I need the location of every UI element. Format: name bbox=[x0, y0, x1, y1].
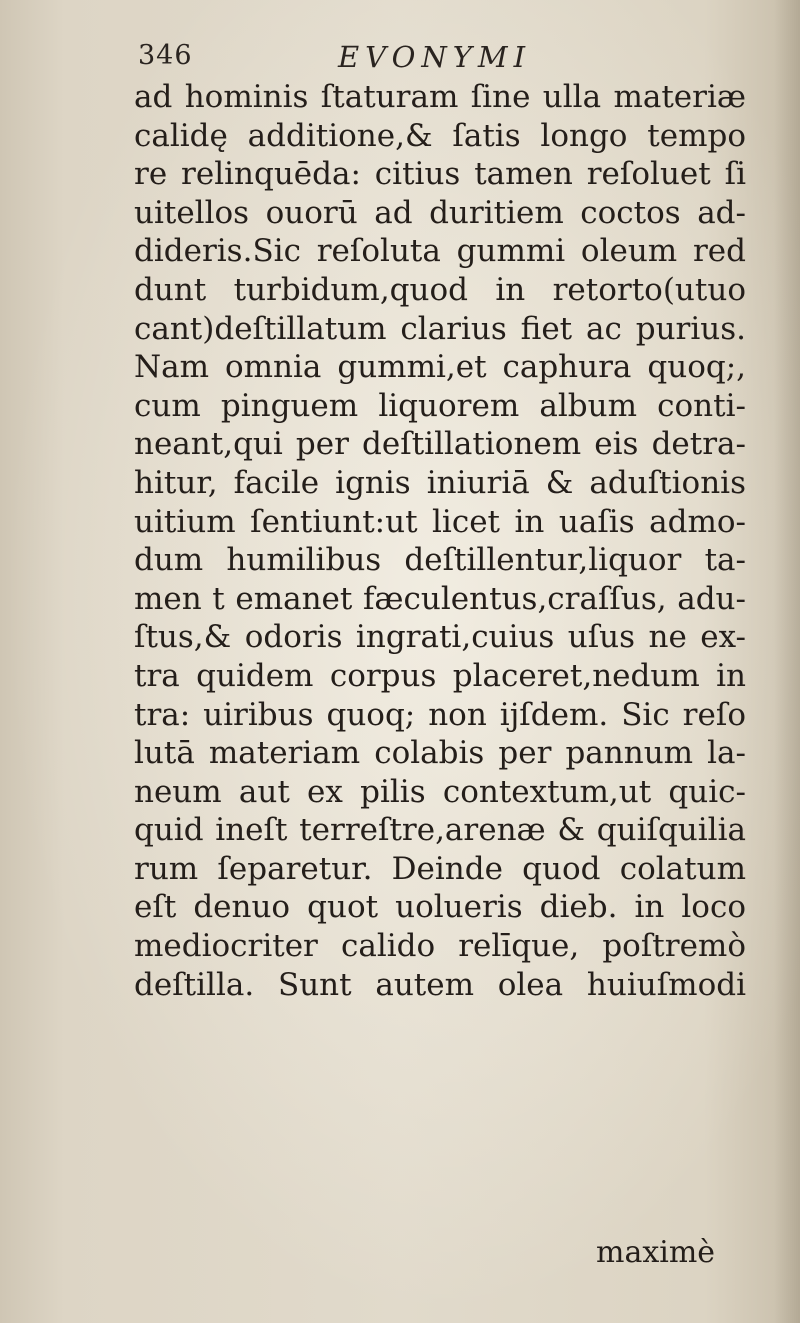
text-line: re relinquēda: citius tamen reſoluet ſi bbox=[134, 156, 746, 193]
text-line: ad hominis ſtaturam ſine ulla materiæ bbox=[134, 79, 746, 115]
text-line: quid ineſt terreſtre,arenæ & quiſquilia bbox=[134, 812, 746, 849]
text-line: eſt denuo quot uolueris dieb. in loco bbox=[134, 889, 746, 926]
text-line: uitium ſentiunt:ut licet in uaſis admo- bbox=[134, 503, 746, 540]
text-line: mediocriter calido relīque, poſtremò bbox=[134, 928, 746, 965]
text-line: tra quidem corpus placeret,nedum in bbox=[134, 657, 746, 694]
page-number: 346 bbox=[138, 40, 193, 71]
text-line: uitellos ouorū ad duritiem coctos ad- bbox=[134, 194, 746, 231]
running-head: EVONYMI bbox=[338, 40, 532, 74]
text-line: hitur, facile ignis iniuriā & aduſtionis bbox=[134, 464, 746, 501]
text-line: calidę additione,& ſatis longo tempo bbox=[134, 117, 746, 154]
text-line: rum ſeparetur. Deinde quod colatum bbox=[134, 850, 746, 887]
catchword: maximè bbox=[596, 1235, 716, 1270]
text-line: ſtus,& odoris ingrati,cuius uſus ne ex- bbox=[134, 619, 746, 656]
text-line: neum aut ex pilis contextum,ut quic- bbox=[134, 773, 746, 810]
text-line: tra: uiribus quoq; non ijſdem. Sic reſo bbox=[134, 696, 746, 733]
text-line: cum pinguem liquorem album conti- bbox=[134, 387, 746, 424]
text-line: neant,qui per deſtillationem eis detra- bbox=[134, 426, 746, 463]
text-line: cant)deſtillatum clarius fiet ac purius. bbox=[134, 310, 746, 347]
text-line: dideris.Sic reſoluta gummi oleum red bbox=[134, 233, 746, 270]
text-line: Nam omnia gummi,et caphura quoq;, bbox=[134, 349, 746, 386]
text-line: dum humilibus deſtillentur,liquor ta- bbox=[134, 542, 746, 579]
text-line: men t emanet fæculentus,craſſus, adu- bbox=[134, 580, 746, 617]
text-line: dunt turbidum,quod in retorto(utuo bbox=[134, 271, 746, 308]
body-text bbox=[134, 78, 746, 1004]
text-line: deſtilla. Sunt autem olea huiuſmodi bbox=[134, 966, 746, 1003]
text-line: lutā materiam colabis per pannum la- bbox=[134, 735, 746, 772]
page-edge-shadow bbox=[774, 0, 800, 1323]
